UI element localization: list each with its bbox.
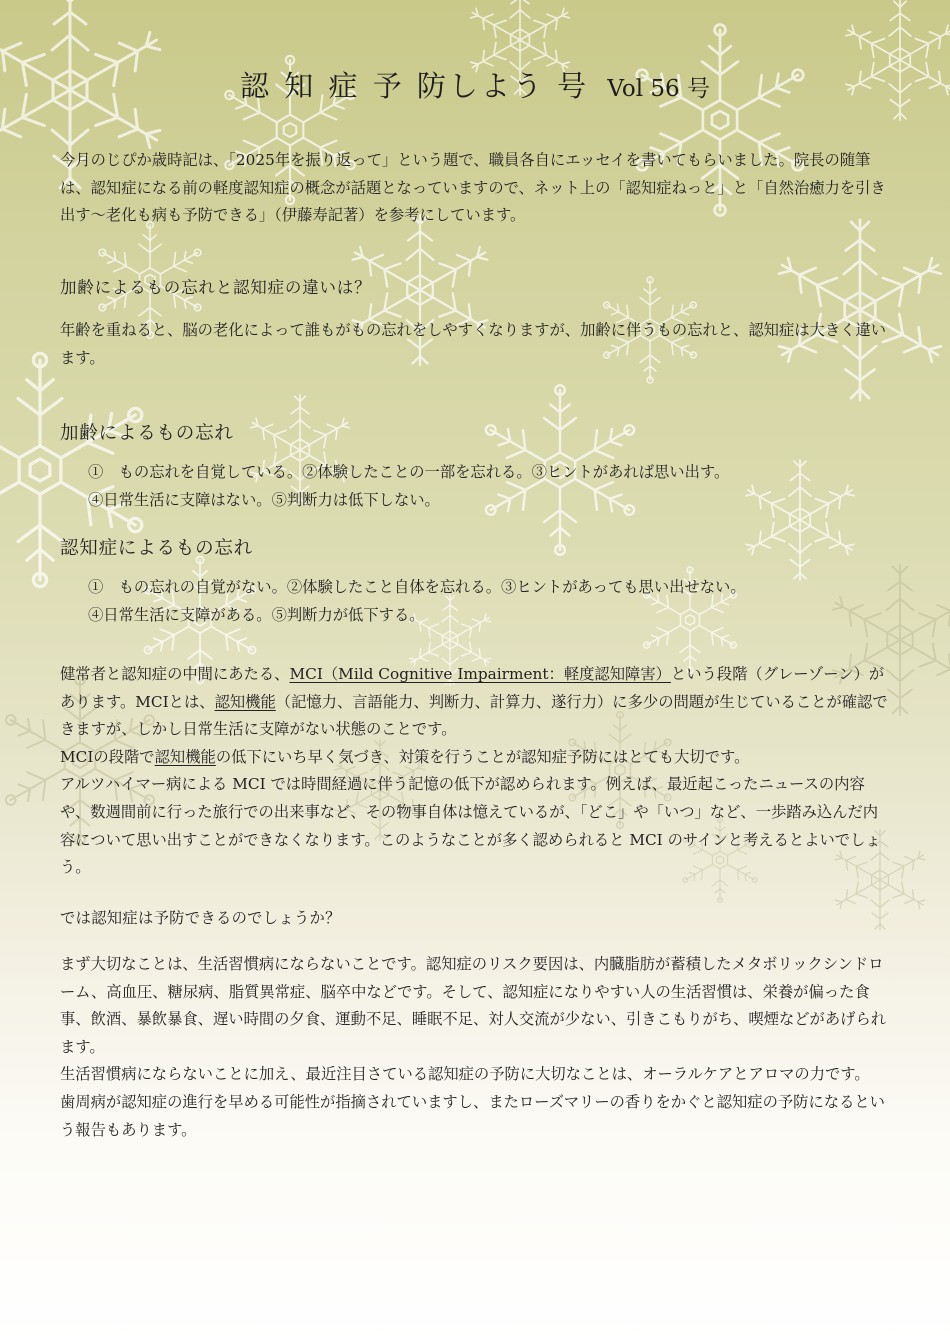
volume-number: Vol 56 号 [607, 76, 710, 102]
mci-paragraph [60, 661, 892, 882]
difference-paragraph: 年齢を重ねると、脳の老化によって誰もがもの忘れをしやすくなりますが、加齢に伴うもの忘れと、認知症は大きく違います。 [60, 321, 887, 367]
text-run: MCIの段階で [60, 747, 155, 766]
mci-definition: MCI（Mild Cognitive Impairment：軽度認知障害） [289, 665, 671, 683]
cognitive-function-term: 認知機能 [214, 692, 276, 711]
text-run: の低下にいち早く気づき、対策を行うことが認知症予防にはとても大切です。 [215, 747, 750, 766]
text-run: という段階（グレーゾーン）があります。MCIとは、 [60, 665, 885, 711]
list-item: ① もの忘れの自覚がない。②体験したこと自体を忘れる。③ヒントがあっても思い出せない。 [88, 578, 746, 596]
dementia-forgetfulness-heading: 認知症によるもの忘れ [60, 538, 254, 559]
lifestyle-disease-text: まず大切なことは、生活習慣病にならないことです。認知症のリスク要因は、内臓脂肪が蓄積したメタボリックシンドローム、高血圧、糖尿病、脂質異常症、脳卒中などです。そして、認知症になりやすい人の生活習慣は、栄養が偏った食事、飲酒、暴飲暴食、遅い時間の夕食、運動不足、睡眠不足、対人交流が少ない、引きこもりがち、喫煙などがあげられます。 [60, 955, 887, 1056]
aging-forgetfulness-list [88, 459, 729, 514]
periodontal-rosemary-text: 歯周病が認知症の進行を早める可能性が指摘されていますし、またローズマリーの香りをかぐと認知症の予防になるという報告もあります。 [60, 1092, 885, 1139]
list-item: ④日常生活に支障がある。⑤判断力が低下する。 [88, 605, 425, 624]
cognitive-function-term: 認知機能 [154, 747, 216, 766]
list-item: ① もの忘れを自覚している。②体験したことの一部を忘れる。③ヒントがあれば思い出す。 [88, 463, 730, 481]
prevention-paragraph [60, 951, 892, 1144]
page-title [0, 64, 950, 105]
title-main: 認 知 症 予 防しよう 号 [240, 69, 590, 103]
dementia-forgetfulness-list [88, 574, 746, 629]
text-run: 健常者と認知症の中間にあたる、 [60, 665, 290, 683]
oral-care-aroma-text: 生活習慣病にならないことに加え、最近注目さている認知症の予防に大切なことは、オーラルケアとアロマの力です。 [60, 1065, 870, 1084]
mci-alzheimer-text: アルツハイマー病による MCI では時間経過に伴う記憶の低下が認められます。例えば、最近起こったニュースの内容や、数週間前に行った旅行での出来事など、その物事自体は憶えているが、「どこ」や「いつ」など、一歩踏み込んだ内容について思い出すことができなくなります。このようなことが多く認められると MCI のサインと考えるとよいでしょう。 [60, 775, 881, 877]
prevention-question: では認知症は予防できるのでしょうか？ [60, 909, 341, 927]
text-run: （記憶力、言語能力、判断力、計算力、遂行力）に多少の問題が生じていることが確認できますが、しかし日常生活に支障がない状態のことです。 [60, 692, 888, 739]
aging-forgetfulness-heading: 加齢によるもの忘れ [60, 423, 234, 444]
section-heading-difference: 加齢によるもの忘れと認知症の違いは？ [60, 278, 372, 297]
intro-paragraph: 今月のじぴか歳時記は、「2025年を振り返って」という題で、職員各自にエッセイを書いてもらいました。院長の随筆は、認知症になる前の軽度認知症の概念が話題となっていますので、ネット上の「認知症ねっと」と「自然治癒力を引き出す〜老化も病も予防できる」（伊藤寿記著）を参考にしています。 [60, 151, 886, 225]
list-item: ④日常生活に支障はない。⑤判断力は低下しない。 [88, 490, 440, 509]
